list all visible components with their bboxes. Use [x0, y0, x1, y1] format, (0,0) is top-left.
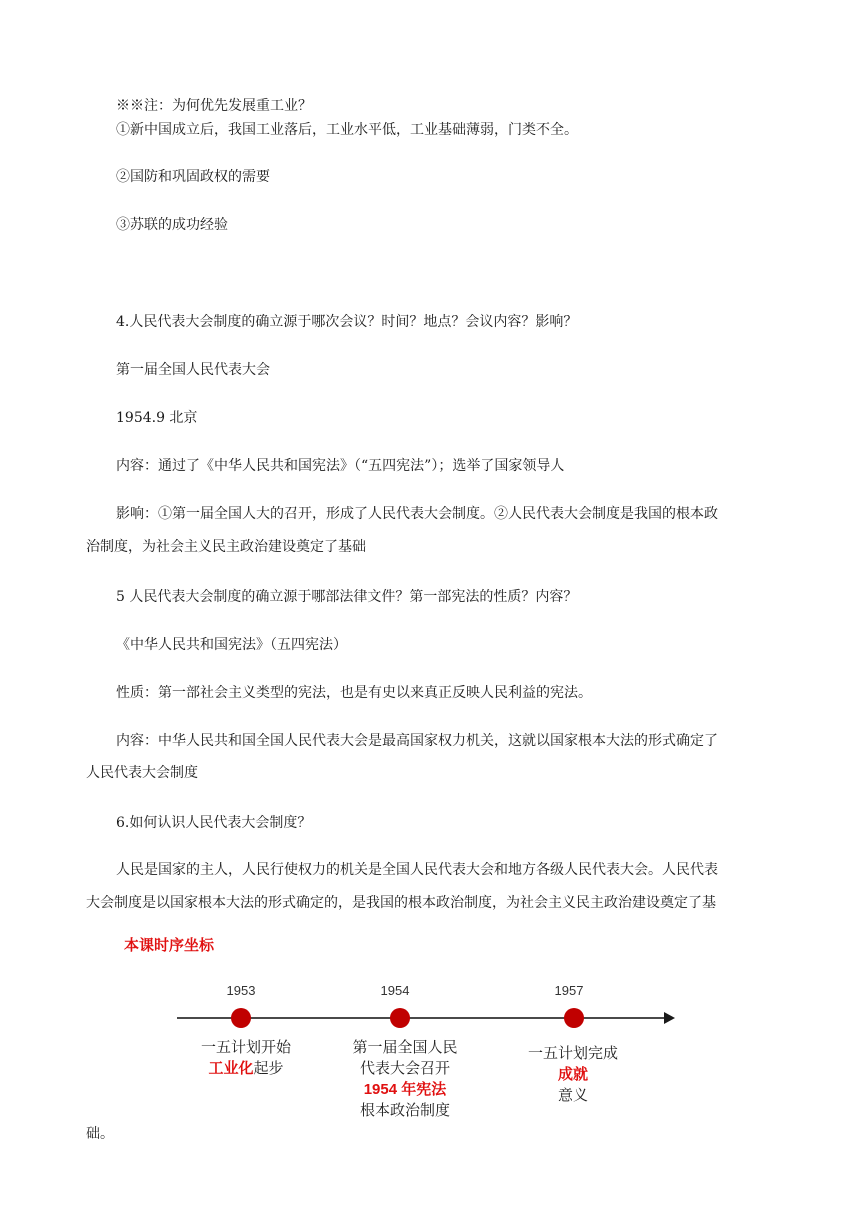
timeline-title: 本课时序坐标 [124, 937, 215, 954]
q4-time-place: 1954.9 北京 [116, 410, 198, 426]
timeline-dot-1954 [390, 1008, 410, 1028]
event-1954-line2: 代表大会召开 [359, 1059, 450, 1077]
event-1957-line3: 意义 [557, 1086, 588, 1104]
timeline-event-1953 [186, 1037, 306, 1079]
event-1954-line4: 根本政治制度 [359, 1101, 450, 1119]
event-1957-highlight: 成就 [557, 1065, 588, 1083]
note-item-1: ①新中国成立后，我国工业落后，工业水平低，工业基础薄弱，门类不全。 [116, 122, 578, 138]
event-1953-line1: 一五计划开始 [200, 1038, 291, 1056]
q5-document: 《中华人民共和国宪法》（五四宪法） [116, 637, 347, 653]
timeline-event-1957 [513, 1043, 633, 1106]
event-1954-highlight: 1954 年宪法 [363, 1081, 447, 1098]
event-1953-highlight: 工业化 [208, 1059, 254, 1077]
q4-content: 内容：通过了《中华人民共和国宪法》（“五四宪法”）；选举了国家领导人 [116, 458, 565, 474]
event-1954-line1: 第一届全国人民 [352, 1038, 458, 1056]
note-item-2: ②国防和巩固政权的需要 [116, 169, 270, 185]
timeline-event-1954 [340, 1037, 470, 1121]
q6-answer-line2: 大会制度是以国家根本大法的形式确定的，是我国的根本政治制度，为社会主义民主政治建设奠定了基 [86, 895, 716, 911]
timeline-year-1953: 1953 [226, 983, 256, 998]
timeline-year-1957: 1957 [554, 983, 584, 998]
timeline-arrow-icon [664, 1012, 675, 1024]
note-heading: ※※注：为何优先发展重工业？ [116, 98, 312, 114]
event-1957-line1: 一五计划完成 [527, 1044, 618, 1062]
note-item-3: ③苏联的成功经验 [116, 217, 228, 233]
timeline-dot-1957 [564, 1008, 584, 1028]
q6-answer-line1: 人民是国家的主人，人民行使权力的机关是全国人民代表大会和地方各级人民代表大会。人民代表 [116, 862, 718, 878]
q4-meeting: 第一届全国人民代表大会 [116, 362, 270, 378]
event-1953-after: 起步 [253, 1059, 284, 1077]
q6-question: 6.如何认识人民代表大会制度？ [116, 815, 312, 831]
q5-question: 5 人民代表大会制度的确立源于哪部法律文件？第一部宪法的性质？内容？ [116, 589, 578, 605]
q5-content-line2: 人民代表大会制度 [86, 765, 198, 781]
timeline-year-1954: 1954 [380, 983, 410, 998]
q4-impact-line1: 影响：①第一届全国人大的召开，形成了人民代表大会制度。②人民代表大会制度是我国的根本政 [116, 506, 718, 522]
q5-content-line1: 内容：中华人民共和国全国人民代表大会是最高国家权力机关，这就以国家根本大法的形式确定了 [116, 733, 718, 749]
q4-question: 4.人民代表大会制度的确立源于哪次会议？时间？地点？会议内容？影响？ [116, 314, 578, 330]
timeline-dot-1953 [231, 1008, 251, 1028]
q5-nature: 性质：第一部社会主义类型的宪法，也是有史以来真正反映人民利益的宪法。 [116, 685, 592, 701]
q6-answer-line3: 础。 [86, 1126, 114, 1142]
event-1953-line2 [186, 1058, 306, 1079]
q4-impact-line2: 治制度，为社会主义民主政治建设奠定了基础 [86, 539, 366, 555]
